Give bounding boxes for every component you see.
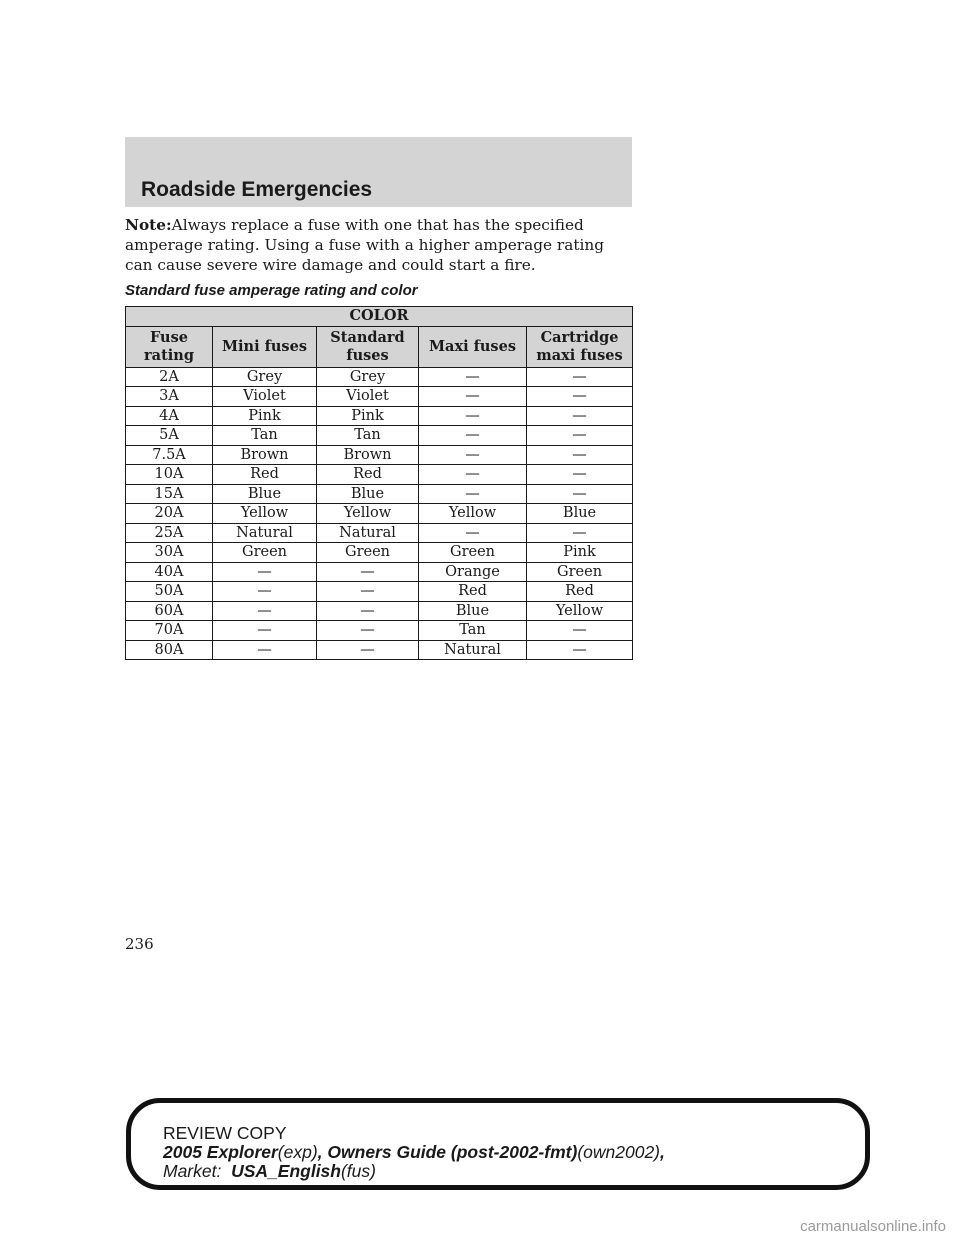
table-cell: — [527, 484, 633, 504]
table-cell: Blue [527, 504, 633, 524]
table-cell: — [419, 387, 527, 407]
table-cell: Blue [213, 484, 317, 504]
table-cell: 60A [126, 601, 213, 621]
table-row [126, 406, 633, 426]
table-cell: Red [317, 465, 419, 485]
review-market-label: Market: [163, 1161, 222, 1181]
table-cell: Blue [317, 484, 419, 504]
table-cell: Brown [317, 445, 419, 465]
review-market-code: (fus) [340, 1161, 376, 1181]
review-guide: Owners Guide (post-2002-fmt) [327, 1142, 578, 1162]
review-copy-text [163, 1124, 665, 1181]
table-row [126, 601, 633, 621]
table-cell: — [527, 387, 633, 407]
table-cell: — [317, 601, 419, 621]
table-row [126, 367, 633, 387]
site-watermark: carmanualsonline.info [800, 1218, 946, 1235]
table-cell: 10A [126, 465, 213, 485]
column-header-mini-fuses: Mini fuses [213, 326, 317, 367]
table-cell: 80A [126, 640, 213, 660]
table-row [126, 621, 633, 641]
table-row [126, 445, 633, 465]
table-cell: 25A [126, 523, 213, 543]
table-cell: Natural [419, 640, 527, 660]
table-row [126, 582, 633, 602]
table-cell: — [317, 621, 419, 641]
table-body [126, 367, 633, 660]
review-separator-2: , [660, 1142, 665, 1162]
table-row [126, 562, 633, 582]
table-cell: 30A [126, 543, 213, 563]
review-model-line [163, 1143, 665, 1162]
table-cell: 50A [126, 582, 213, 602]
table-cell: — [213, 621, 317, 641]
table-row [126, 640, 633, 660]
table-cell: Orange [419, 562, 527, 582]
table-cell: Natural [213, 523, 317, 543]
table-cell: — [419, 367, 527, 387]
table-row [126, 465, 633, 485]
table-cell: Red [213, 465, 317, 485]
table-cell: Green [527, 562, 633, 582]
table-cell: — [527, 523, 633, 543]
table-cell: Violet [317, 387, 419, 407]
table-cell: — [419, 484, 527, 504]
table-cell: 40A [126, 562, 213, 582]
table-cell: Yellow [213, 504, 317, 524]
table-cell: Red [527, 582, 633, 602]
table-cell: — [317, 562, 419, 582]
table-cell: — [527, 426, 633, 446]
table-cell: — [527, 640, 633, 660]
review-market: USA_English [231, 1161, 341, 1181]
column-header-maxi-fuses: Maxi fuses [419, 326, 527, 367]
table-cell: Green [419, 543, 527, 563]
table-cell: — [527, 465, 633, 485]
table-cell: 4A [126, 406, 213, 426]
table-cell: Tan [317, 426, 419, 446]
table-cell: — [419, 426, 527, 446]
table-cell: Yellow [527, 601, 633, 621]
color-group-header: COLOR [126, 307, 633, 327]
review-model-code: (exp) [277, 1142, 318, 1162]
table-cell: Pink [527, 543, 633, 563]
table-cell: Yellow [317, 504, 419, 524]
page-number: 236 [125, 935, 154, 953]
table-cell: Green [213, 543, 317, 563]
table-row [126, 543, 633, 563]
table-cell: — [419, 445, 527, 465]
table-cell: — [527, 621, 633, 641]
table-cell: 7.5A [126, 445, 213, 465]
table-cell: Natural [317, 523, 419, 543]
table-cell: Red [419, 582, 527, 602]
table-cell: 15A [126, 484, 213, 504]
table-cell: Grey [213, 367, 317, 387]
table-cell: Blue [419, 601, 527, 621]
section-title: Roadside Emergencies [141, 178, 373, 201]
table-row [126, 387, 633, 407]
table-cell: — [527, 445, 633, 465]
review-separator: , [317, 1142, 328, 1162]
table-cell: 20A [126, 504, 213, 524]
table-cell: — [213, 582, 317, 602]
table-row [126, 426, 633, 446]
table-cell: — [527, 367, 633, 387]
table-cell: — [419, 406, 527, 426]
column-header-cartridge-maxi-fuses: Cartridge maxi fuses [527, 326, 633, 367]
table-cell: — [419, 465, 527, 485]
table-cell: Tan [419, 621, 527, 641]
table-cell: — [213, 562, 317, 582]
review-market-line [163, 1162, 665, 1181]
note-text: Always replace a fuse with one that has the specified amperage rating. Using a fuse with a higher amperage rating can cause severe wire damage and could start a fire. [125, 216, 605, 274]
table-cell: — [317, 582, 419, 602]
table-cell: — [213, 640, 317, 660]
table-cell: 70A [126, 621, 213, 641]
note-label: Note: [125, 216, 172, 234]
table-cell: Violet [213, 387, 317, 407]
note-paragraph [125, 215, 635, 275]
table-cell: Pink [317, 406, 419, 426]
table-cell: 2A [126, 367, 213, 387]
fuse-color-table [125, 306, 633, 660]
table-caption: Standard fuse amperage rating and color [125, 282, 418, 299]
table-cell: — [419, 523, 527, 543]
column-header-standard-fuses: Standard fuses [317, 326, 419, 367]
column-header-fuse-rating: Fuse rating [126, 326, 213, 367]
table-cell: — [527, 406, 633, 426]
table-row [126, 523, 633, 543]
table-row [126, 484, 633, 504]
table-cell: Pink [213, 406, 317, 426]
table-cell: Green [317, 543, 419, 563]
review-copy-label: REVIEW COPY [163, 1123, 287, 1143]
review-guide-code: (own2002) [577, 1142, 661, 1162]
table-cell: — [317, 640, 419, 660]
review-model: 2005 Explorer [163, 1142, 278, 1162]
table-cell: — [213, 601, 317, 621]
table-cell: 3A [126, 387, 213, 407]
table-cell: Tan [213, 426, 317, 446]
table-cell: Brown [213, 445, 317, 465]
table-cell: Yellow [419, 504, 527, 524]
table-row [126, 504, 633, 524]
table-cell: 5A [126, 426, 213, 446]
table-cell: Grey [317, 367, 419, 387]
